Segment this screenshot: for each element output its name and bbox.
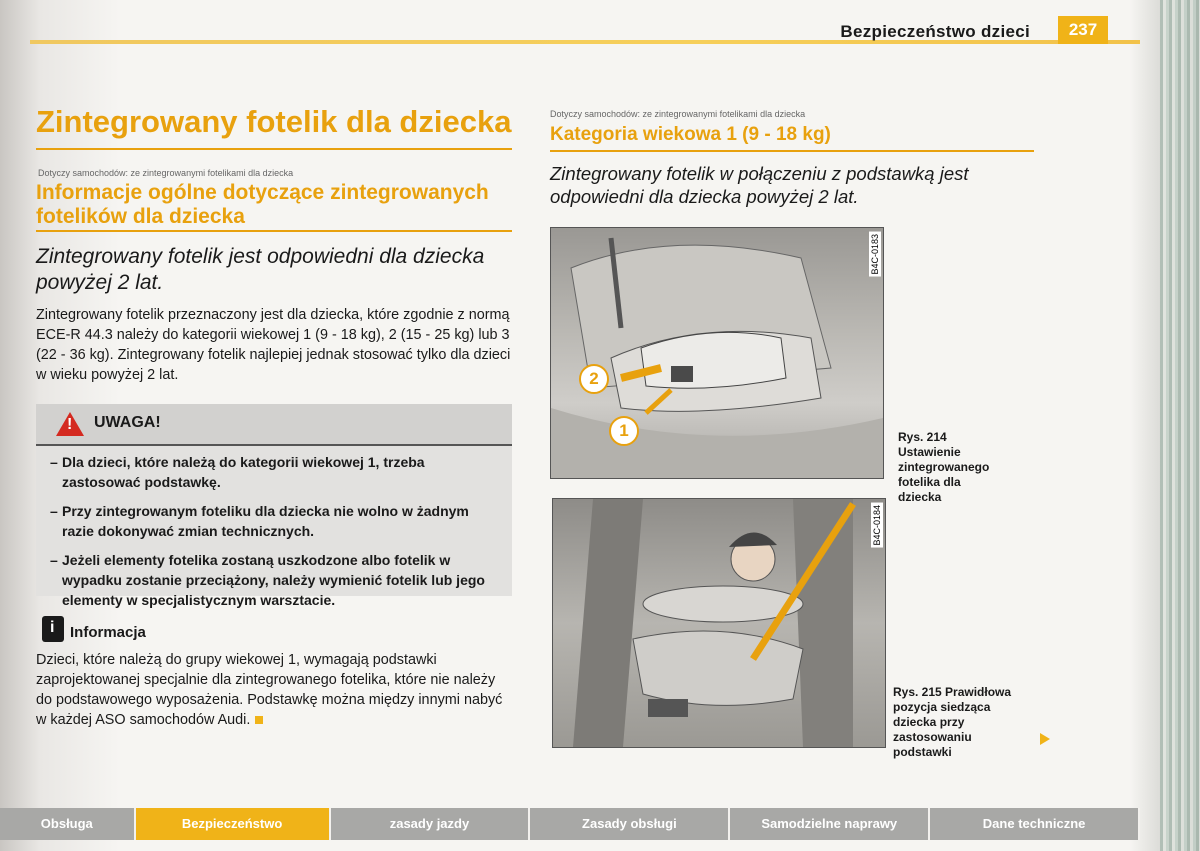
tab-zasady-obslugi[interactable]: Zasady obsługi (530, 808, 730, 840)
info-text: Dzieci, które należą do grupy wiekowej 1, wymagają podstawki zaprojektowanej specjalnie dla zintegrowanego fotelika, które nie należy do podstawowego wyposażenia. Podstawkę można między innymi nabyć w każdej ASO samochodów Audi. (36, 652, 503, 728)
warning-item: – Przy zintegrowanym foteliku dla dziecka nie wolno w żadnym razie dokonywać zmian technicznych. (50, 501, 502, 541)
callout-2: 2 (579, 364, 609, 394)
figure-215 (552, 498, 886, 748)
warning-item: – Dla dzieci, które należą do kategorii wiekowej 1, trzeba zastosować podstawkę. (50, 452, 502, 492)
tab-obsluga[interactable]: Obsługa (0, 808, 136, 840)
tab-samodzielne-naprawy[interactable]: Samodzielne naprawy (730, 808, 930, 840)
seat-booster-illustration (551, 228, 883, 478)
info-paragraph (36, 650, 506, 730)
page-edge-stack (1160, 0, 1200, 851)
child-seated-illustration (553, 499, 885, 747)
end-of-section-icon (255, 716, 263, 724)
warning-list (50, 452, 502, 619)
warning-title: UWAGA! (94, 414, 161, 431)
lead-text: Zintegrowany fotelik jest odpowiedni dla dziecka powyżej 2 lat. (36, 245, 485, 294)
warning-item: – Jeżeli elementy fotelika zostaną uszkodzone albo fotelik w wypadku zostanie przeciążony, należy wymienić fotelik lub jego elementy w specjalistycznym warsztacie. (50, 550, 502, 610)
warning-triangle-icon (56, 412, 84, 436)
subtitle-rule (36, 230, 512, 232)
tab-dane-techniczne[interactable]: Dane techniczne (930, 808, 1140, 840)
figure-code: B4C-0184 (872, 505, 882, 546)
category-rule (550, 150, 1034, 152)
title-rule (36, 148, 512, 150)
category-lead: Zintegrowany fotelik w połączeniu z podstawką jest odpowiedni dla dziecka powyżej 2 lat. (550, 163, 969, 207)
callout-1: 1 (609, 416, 639, 446)
body-paragraph: Zintegrowany fotelik przeznaczony jest dla dziecka, które zgodnie z normą ECE-R 44.3 należy do kategorii wiekowej 1 (9 - 18 kg), 2 (15 - 25 kg) lub 3 (22 - 36 kg). Zintegrowany fotelik najlepiej jednak stosować tylko dla dzieci w wieku powyżej 2 lat. (36, 307, 511, 383)
figure-code: B4C-0183 (870, 234, 880, 275)
breadcrumb-right: Dotyczy samochodów: ze zintegrowanymi fotelikami dla dziecka (550, 109, 806, 119)
section-title: Bezpieczeństwo dzieci (840, 22, 1030, 41)
section-subtitle: Informacje ogólne dotyczące zintegrowanych fotelików dla dziecka (36, 181, 489, 228)
figure-caption: Rys. 214 Ustawienie zintegrowanego fotelika dla dziecka (898, 430, 990, 504)
figure-caption: Rys. 215 Prawidłowa pozycja siedząca dziecka przy zastosowaniu podstawki (893, 685, 1012, 759)
info-icon (42, 616, 64, 642)
tab-zasady-jazdy[interactable]: zasady jazdy (331, 808, 531, 840)
continue-arrow-icon (1040, 733, 1050, 745)
chapter-tabs (0, 808, 1140, 840)
category-title: Kategoria wiekowa 1 (9 - 18 kg) (550, 124, 831, 145)
warning-box (36, 404, 512, 608)
page-number: 237 (1058, 16, 1108, 44)
page-title: Zintegrowany fotelik dla dziecka (36, 104, 512, 139)
info-title: Informacja (70, 624, 146, 641)
breadcrumb: Dotyczy samochodów: ze zintegrowanymi fotelikami dla dziecka (38, 168, 294, 178)
tab-bezpieczenstwo[interactable]: Bezpieczeństwo (136, 808, 331, 840)
figure-214 (550, 227, 884, 479)
warning-header (36, 404, 512, 446)
